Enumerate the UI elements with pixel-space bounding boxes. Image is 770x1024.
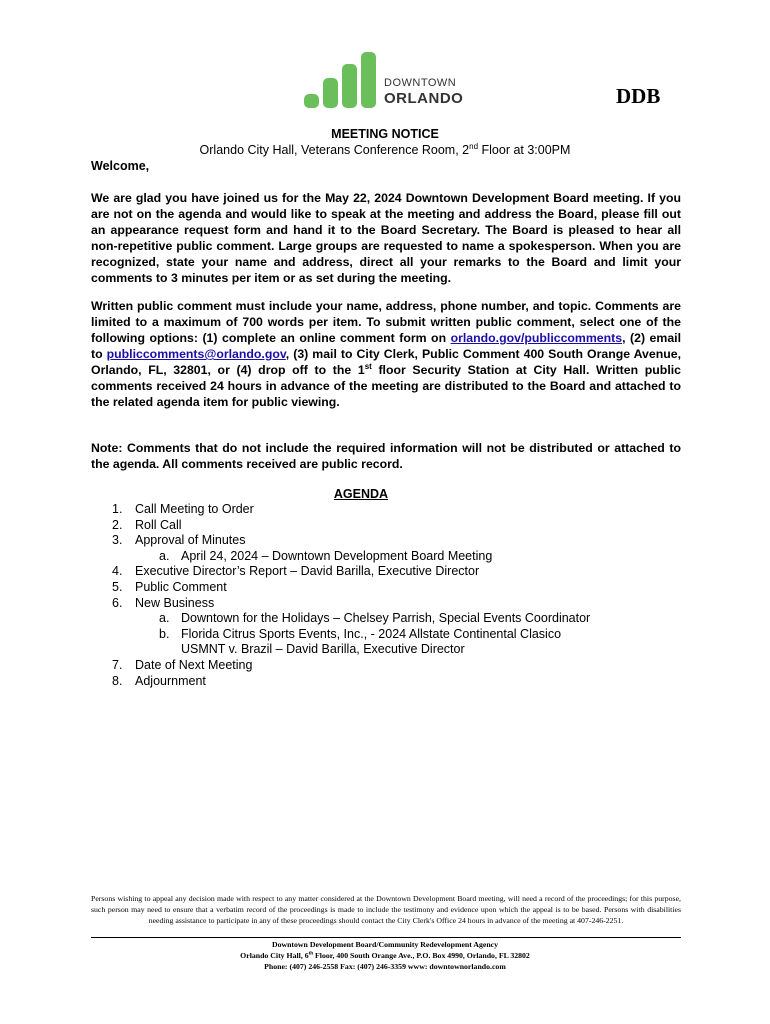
agenda-item-number: 2. xyxy=(112,517,123,532)
agenda-item-number: 5. xyxy=(112,579,123,594)
agenda-item xyxy=(112,518,590,534)
agenda-subitem xyxy=(112,611,590,627)
comment-text: Written public comment must include your name, address, phone number, and topic. Comments are limited to a maximum of 700 words per item. To submit written public comment, select one of the following options: (1) complete an online comment form on xyxy=(91,299,681,345)
note-paragraph: Note: Comments that do not include the required information will not be distributed or attached to the agenda. All comments received are public record. xyxy=(91,441,681,471)
comment-text: floor Security Station at City Hall. Written public comments received 24 hours in advance of the meeting are distributed to the Board and attached to the related agenda item for public viewing. xyxy=(91,363,681,409)
logo-bar-icon xyxy=(323,78,338,108)
logo-bottom-text: ORLANDO xyxy=(384,90,464,107)
logo-wordmark xyxy=(384,78,463,106)
agenda-item-number: 7. xyxy=(112,657,123,672)
agenda-item-text: Approval of Minutes xyxy=(135,533,246,548)
agenda-item xyxy=(112,502,590,518)
address-superscript: th xyxy=(308,951,314,957)
logo-bar-icon xyxy=(361,52,376,108)
agenda-item-text: Call Meeting to Order xyxy=(135,502,254,516)
notice-location xyxy=(0,143,770,157)
agenda-item xyxy=(112,564,590,580)
location-text: Orlando City Hall, Veterans Conference Room, 2 xyxy=(199,143,470,157)
footer-address xyxy=(0,950,770,961)
agenda-subitem-continuation: USMNT v. Brazil – David Barilla, Executive Director xyxy=(181,642,465,657)
agenda-subitem-text: Florida Citrus Sports Events, Inc., - 2024 Allstate Continental Clasico xyxy=(181,626,562,641)
agenda-item-text: Roll Call xyxy=(135,517,182,532)
board-code: DDB xyxy=(616,84,661,108)
agenda-item xyxy=(112,580,590,596)
written-comment-paragraph xyxy=(91,298,681,410)
agenda-item-text: Executive Director’s Report – David Barilla, Executive Director xyxy=(135,564,480,579)
agenda-subitem-text: April 24, 2024 – Downtown Development Board Meeting xyxy=(181,548,493,563)
floor-superscript: st xyxy=(364,361,372,371)
notice-title: MEETING NOTICE xyxy=(331,127,439,141)
agenda-item xyxy=(112,533,590,549)
agenda-item-text: New Business xyxy=(135,595,215,610)
comment-text: , (3) mail to City Clerk, Public Comment 400 South Orange Avenue, Orlando, FL, 32801, or (4) drop off to the 1 xyxy=(91,347,681,377)
agenda-list xyxy=(112,502,590,689)
public-comments-form-link[interactable]: orlando.gov/publiccomments xyxy=(450,331,623,345)
agenda-item-number: 3. xyxy=(112,533,123,548)
agenda-item-number: 1. xyxy=(112,502,123,516)
footer-divider xyxy=(91,937,681,938)
appeal-disclaimer: Persons wishing to appeal any decision made with respect to any matter considered at the Downtown Development Board meeting, will need a record of the proceedings; for this purpose, such person may need to ensure that a verbatim record of the proceedings is made to include the testimony and evidence upon which the appeal is to be based. Persons with disabilities needing assistance to participate in any of these proceedings should contact the City Clerk's Office 24 hours in advance of the meeting at 407-246-2251. xyxy=(91,894,681,926)
location-superscript: nd xyxy=(469,141,479,151)
address-text-end: Floor, 400 South Orange Ave., P.O. Box 4990, Orlando, FL 32802 xyxy=(313,951,530,960)
agenda-subitem xyxy=(112,549,590,565)
location-text-end: Floor at 3:00PM xyxy=(478,143,571,157)
footer-contact: Phone: (407) 246-2558 Fax: (407) 246-3359 www: downtownorlando.com xyxy=(264,962,506,971)
agenda-subitem-letter: a. xyxy=(159,548,170,563)
logo-bar-icon xyxy=(342,64,357,108)
agenda-item-text: Date of Next Meeting xyxy=(135,657,253,672)
agenda-subitem-text: Downtown for the Holidays – Chelsey Parrish, Special Events Coordinator xyxy=(181,611,591,626)
agenda-heading: AGENDA xyxy=(333,487,389,501)
comment-text: , (2) email to xyxy=(91,331,681,361)
footer-organization: Downtown Development Board/Community Redevelopment Agency xyxy=(271,940,499,949)
logo-bar-icon xyxy=(304,94,319,108)
intro-paragraph: We are glad you have joined us for the May 22, 2024 Downtown Development Board meeting. If you are not on the agenda and would like to speak at the meeting and address the Board, please fill out an appearance request form and hand it to the Board Secretary. The Board is pleased to hear all non-repetitive public comment. Large groups are requested to name a spokesperson. When you are recognized, state your name and address, direct all your remarks to the Board and limit your comments to 3 minutes per item or as set during the meeting. xyxy=(91,191,681,285)
agenda-subitem-letter: a. xyxy=(159,611,170,626)
agenda-subitem xyxy=(112,627,590,643)
agenda-item xyxy=(112,596,590,612)
logo-top-text: DOWNTOWN xyxy=(384,77,457,89)
agenda-subitem-letter: b. xyxy=(159,626,170,641)
agenda-item-text: Public Comment xyxy=(135,579,227,594)
agenda-item xyxy=(112,658,590,674)
address-text: Orlando City Hall, 6 xyxy=(240,951,309,960)
agenda-item-number: 6. xyxy=(112,595,123,610)
welcome-text: Welcome, xyxy=(91,159,150,173)
agenda-item-number: 4. xyxy=(112,564,123,579)
public-comments-email-link[interactable]: publiccomments@orlando.gov xyxy=(106,347,286,361)
agenda-item-text: Adjournment xyxy=(135,673,206,688)
agenda-item xyxy=(112,674,590,690)
downtown-orlando-logo xyxy=(304,52,474,108)
agenda-item-number: 8. xyxy=(112,673,123,688)
